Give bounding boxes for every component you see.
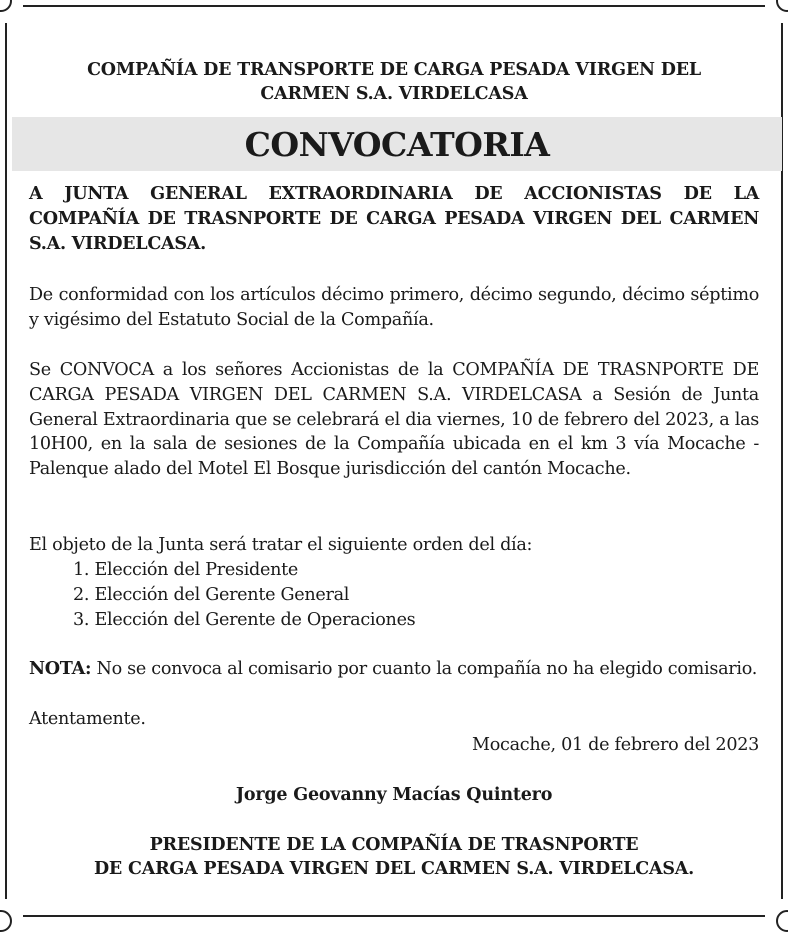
agenda-section	[29, 533, 759, 633]
convocation-paragraph: Se CONVOCA a los señores Accionistas de la COMPAÑÍA DE TRASNPORTE DE CARGA PESADA VIRGEN DEL CARMEN S.A. VIRDELCASA a Sesión de Junta General Extraordinaria que se celebrará el dia viernes, 10 de febrero del 2023, a las 10H00, en la sala de sesiones de la Compañía ubicada en el km 3 vía Mocache - Palenque alado del Motel El Bosque jurisdicción del cantón Mocache.	[29, 360, 759, 480]
meeting-heading: A JUNTA GENERAL EXTRAORDINARIA DE ACCIONISTAS DE LA COMPAÑÍA DE TRASNPORTE DE CARGA PESADA VIRGEN DEL CARMEN S.A. VIRDELCASA.	[29, 183, 759, 254]
agenda-intro: El objeto de la Junta será tratar el siguiente orden del día:	[29, 535, 533, 555]
corner-ornament	[765, 1, 787, 23]
conformity-paragraph: De conformidad con los artículos décimo primero, décimo segundo, décimo séptimo y vigésimo del Estatuto Social de la Compañía.	[29, 285, 759, 330]
corner-ornament	[1, 899, 23, 921]
company-name-line1: COMPAÑÍA DE TRANSPORTE DE CARGA PESADA VIRGEN DEL	[87, 60, 701, 80]
company-name-line2: CARMEN S.A. VIRDELCASA	[260, 84, 528, 104]
agenda-item: 3. Elección del Gerente de Operaciones	[73, 609, 416, 630]
signer-role	[29, 833, 759, 881]
signer-role-line2: DE CARGA PESADA VIRGEN DEL CARMEN S.A. VIRDELCASA.	[93, 859, 695, 879]
signer-role-line1: PRESIDENTE DE LA COMPAÑÍA DE TRASNPORTE	[149, 835, 639, 855]
note-text: No se convoca al comisario por cuanto la compañía no ha elegido comisario.	[91, 659, 757, 679]
agenda-item: 1. Elección del Presidente	[73, 559, 299, 580]
corner-ornament	[765, 899, 787, 921]
note-paragraph	[29, 657, 759, 682]
closing-text: Atentamente.	[29, 709, 146, 729]
note-label: NOTA:	[29, 658, 92, 679]
corner-ornament	[1, 1, 23, 23]
company-name	[30, 58, 758, 106]
agenda-item: 2. Elección del Gerente General	[73, 584, 350, 605]
date-line: Mocache, 01 de febrero del 2023	[472, 735, 759, 755]
agenda-list	[29, 558, 759, 633]
signer-name: Jorge Geovanny Macías Quintero	[235, 785, 553, 805]
document-title: CONVOCATORIA	[244, 125, 550, 164]
